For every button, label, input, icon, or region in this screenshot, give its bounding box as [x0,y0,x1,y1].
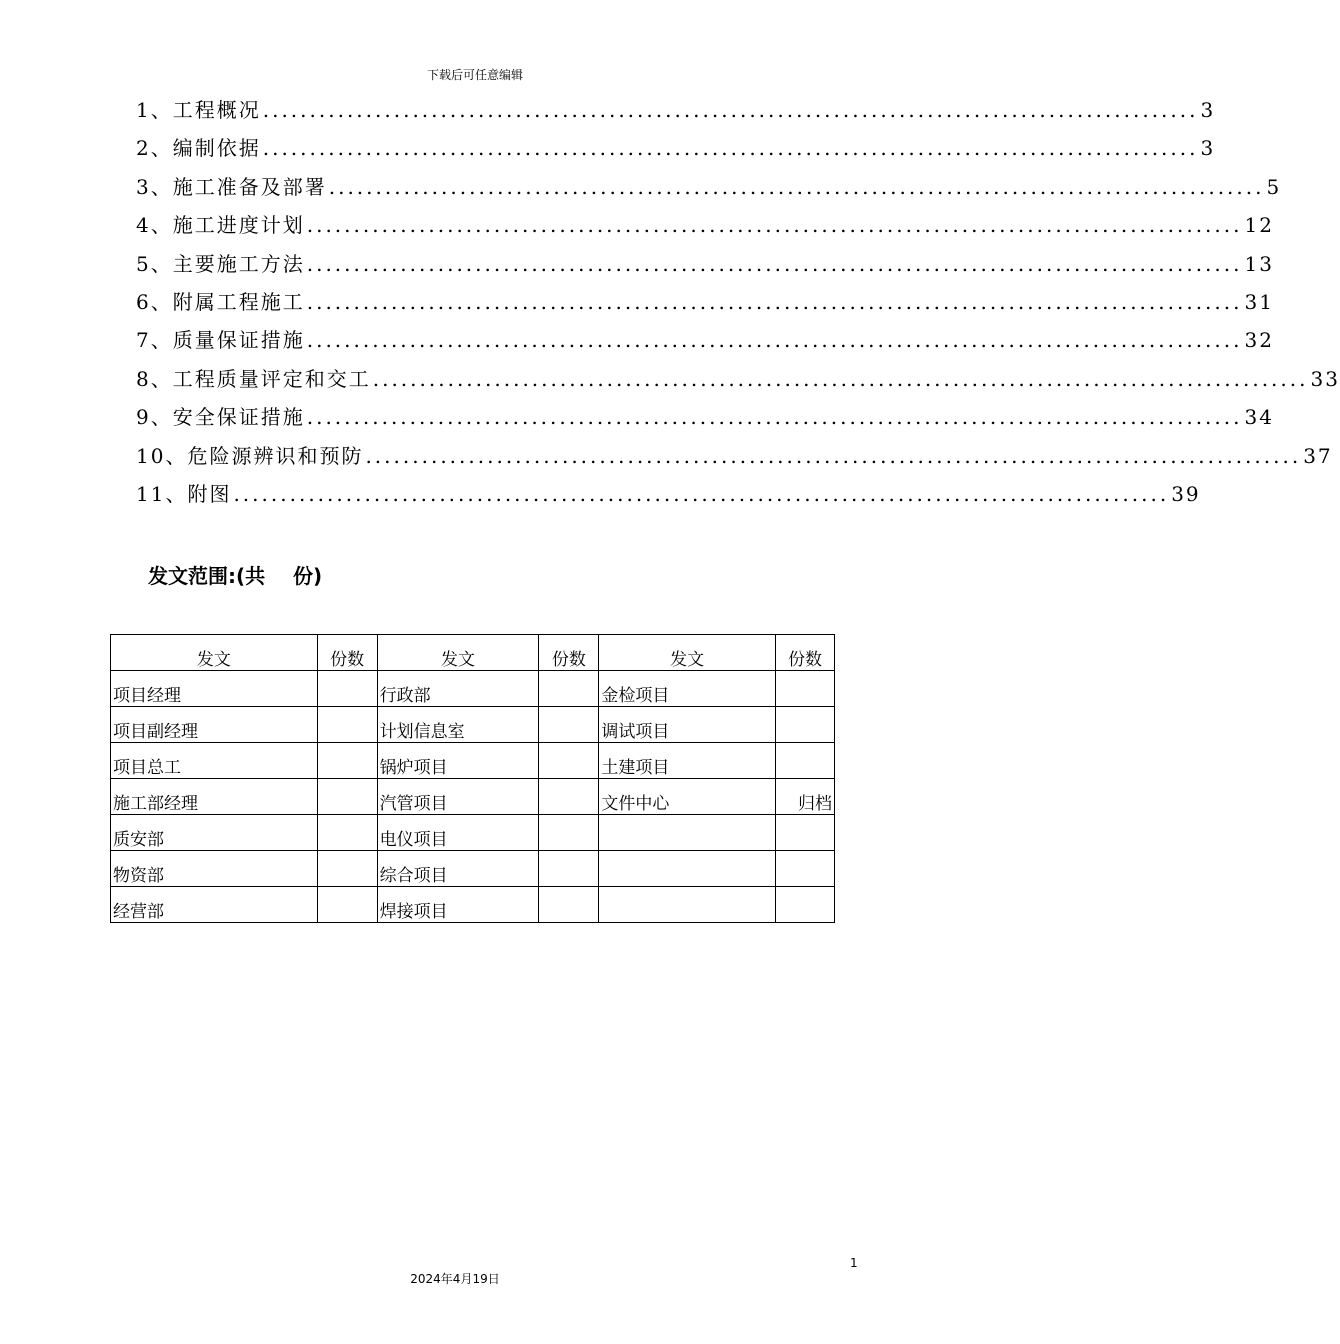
table-cell: 项目总工 [111,743,318,779]
toc-page: 39 [1171,481,1201,506]
table-row [111,779,835,815]
toc-page: 34 [1244,405,1274,430]
toc-label: 3、施工准备及部署 [136,174,327,199]
table-cell [776,671,835,707]
table-cell [776,743,835,779]
toc-entry[interactable] [136,440,1333,478]
toc-leader: .................................................................................................... [306,213,1243,238]
column-header: 发文 [377,635,539,671]
table-cell [539,815,599,851]
toc-entry[interactable] [136,94,1216,132]
toc-entry[interactable] [136,286,1274,324]
table-cell [317,815,377,851]
table-cell: 文件中心 [599,779,776,815]
table-cell [539,779,599,815]
page-header: 下载后可任意编辑 [426,68,523,82]
table-cell [539,671,599,707]
table-cell: 质安部 [111,815,318,851]
table-cell [317,887,377,923]
toc-leader: .................................................................................................... [365,443,1302,468]
toc-label: 4、施工进度计划 [136,213,305,238]
toc-label: 10、危险源辨识和预防 [136,443,364,468]
toc-page: 12 [1244,213,1274,238]
table-cell [776,887,835,923]
table-cell [776,707,835,743]
table-row [111,707,835,743]
table-cell [539,887,599,923]
table-cell [776,815,835,851]
toc-leader: .................................................................................................... [233,481,1170,506]
toc-page: 31 [1244,289,1274,314]
table-cell: 项目经理 [111,671,318,707]
table-cell: 锅炉项目 [377,743,539,779]
column-header: 份数 [539,635,599,671]
table-row [111,743,835,779]
toc-leader: .................................................................................................... [306,251,1243,276]
table-cell [317,851,377,887]
table-cell: 土建项目 [599,743,776,779]
table-cell [317,707,377,743]
table-row [111,851,835,887]
table-cell [599,815,776,851]
toc-entry[interactable] [136,171,1282,209]
table-cell [539,851,599,887]
table-cell: 行政部 [377,671,539,707]
column-header: 发文 [111,635,318,671]
toc-entry[interactable] [136,324,1274,362]
toc-label: 8、工程质量评定和交工 [136,366,371,391]
table-cell: 焊接项目 [377,887,539,923]
footer-date: 2024年4月19日 [410,1272,500,1286]
toc-label: 7、质量保证措施 [136,328,305,353]
toc-entry[interactable] [136,132,1216,170]
table-cell [317,743,377,779]
toc-leader: .................................................................................................... [306,405,1243,430]
table-cell [539,707,599,743]
table-cell: 施工部经理 [111,779,318,815]
toc-leader: .................................................................................................... [372,366,1309,391]
table-cell: 调试项目 [599,707,776,743]
toc-leader: .................................................................................................... [262,98,1199,122]
toc-leader: .................................................................................................... [306,289,1243,314]
table-of-contents [136,94,1340,516]
table-cell [599,887,776,923]
table-cell: 电仪项目 [377,815,539,851]
toc-page: 37 [1303,443,1333,468]
toc-label: 5、主要施工方法 [136,251,305,276]
table-header-row [111,635,835,671]
table-cell: 物资部 [111,851,318,887]
toc-leader: .................................................................................................... [328,174,1265,199]
table-cell [539,743,599,779]
distribution-table [110,634,835,923]
table-cell: 归档 [776,779,835,815]
toc-page: 13 [1244,251,1274,276]
table-row [111,815,835,851]
toc-page: 3 [1200,136,1216,161]
distribution-title: 发文范围:(共 份) [148,564,323,588]
column-header: 份数 [317,635,377,671]
toc-page: 32 [1244,328,1274,353]
toc-entry[interactable] [136,209,1274,247]
column-header: 份数 [776,635,835,671]
table-cell [776,851,835,887]
table-cell: 计划信息室 [377,707,539,743]
table-cell: 项目副经理 [111,707,318,743]
table-cell [599,851,776,887]
toc-entry[interactable] [136,478,1201,516]
toc-page: 5 [1266,174,1282,199]
table-cell: 金检项目 [599,671,776,707]
table-cell [317,779,377,815]
table-row [111,887,835,923]
toc-label: 6、附属工程施工 [136,289,305,314]
toc-label: 9、安全保证措施 [136,405,305,430]
page-number: 1 [850,1256,858,1270]
toc-page: 33 [1310,366,1340,391]
toc-leader: .................................................................................................... [306,328,1243,353]
toc-leader: .................................................................................................... [262,136,1199,161]
toc-label: 2、编制依据 [136,136,261,161]
toc-entry[interactable] [136,401,1274,439]
toc-entry[interactable] [136,363,1340,401]
toc-label: 1、工程概况 [136,98,261,122]
column-header: 发文 [599,635,776,671]
table-row [111,671,835,707]
toc-label: 11、附图 [136,481,232,506]
toc-entry[interactable] [136,248,1274,286]
toc-page: 3 [1200,98,1216,122]
table-cell [317,671,377,707]
table-cell: 汽管项目 [377,779,539,815]
table-cell: 综合项目 [377,851,539,887]
table-cell: 经营部 [111,887,318,923]
